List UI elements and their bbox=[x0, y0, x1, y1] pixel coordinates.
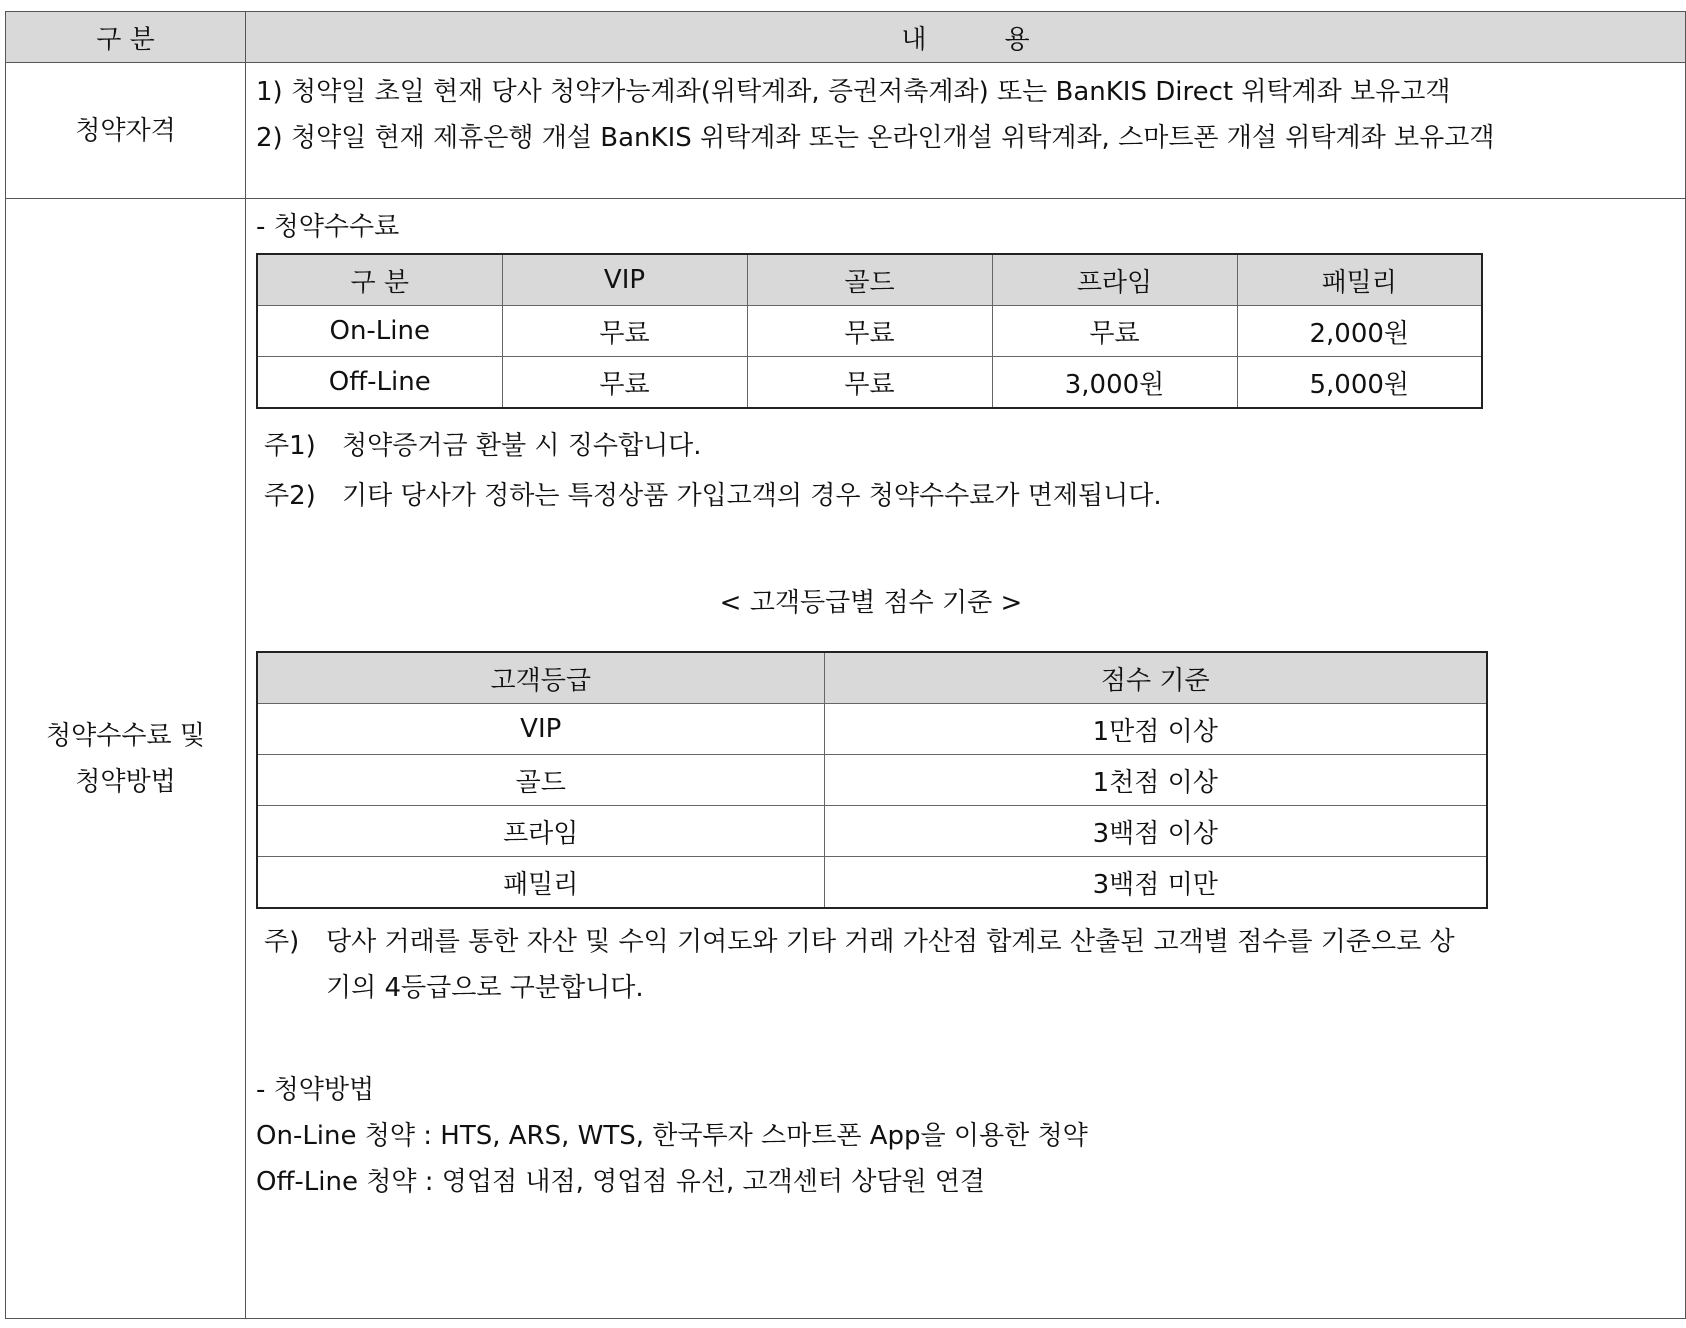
fee-table-header-row bbox=[257, 254, 1482, 306]
grade-note-line-1: 당사 거래를 통한 자산 및 수익 기여도와 기타 거래 가산점 합계로 산출된 고객별 점수를 기준으로 상 bbox=[326, 927, 1455, 957]
grade-table-row bbox=[257, 857, 1487, 909]
score-cell: 1만점 이상 bbox=[824, 704, 1487, 755]
fee-method-label bbox=[6, 199, 246, 1319]
header-row bbox=[6, 12, 1686, 63]
fee-cell: 2,000원 bbox=[1237, 306, 1482, 357]
method-line-online: On-Line 청약 : HTS, ARS, WTS, 한국투자 스마트폰 App을 이용한 청약 bbox=[256, 1121, 1088, 1151]
fee-cell: 무료 bbox=[502, 357, 747, 409]
header-content: 내 용 bbox=[246, 12, 1686, 63]
fee-cell: 무료 bbox=[992, 306, 1237, 357]
fee-header-prime: 프라임 bbox=[992, 254, 1237, 306]
fee-header-family: 패밀리 bbox=[1237, 254, 1482, 306]
qualification-line-1: 1) 청약일 초일 현재 당사 청약가능계좌(위탁계좌, 증권저축계좌) 또는 BanKIS Direct 위탁계좌 보유고객 bbox=[256, 77, 1451, 107]
method-heading: - 청약방법 bbox=[256, 1075, 375, 1105]
grade-cell: 프라임 bbox=[257, 806, 824, 857]
fee-note-mark: 주1) bbox=[264, 431, 316, 461]
fee-cell: 3,000원 bbox=[992, 357, 1237, 409]
fee-note-2 bbox=[256, 471, 1685, 521]
fee-table-row bbox=[257, 357, 1482, 409]
fee-note-text: 기타 당사가 정하는 특정상품 가입고객의 경우 청약수수료가 면제됩니다. bbox=[342, 481, 1162, 511]
score-cell: 3백점 이상 bbox=[824, 806, 1487, 857]
fee-notes bbox=[256, 421, 1685, 521]
score-cell: 1천점 이상 bbox=[824, 755, 1487, 806]
grade-note-mark: 주) bbox=[264, 927, 300, 957]
fee-header-gold: 골드 bbox=[747, 254, 992, 306]
grade-header-grade: 고객등급 bbox=[257, 652, 824, 704]
qualification-label: 청약자격 bbox=[6, 63, 246, 199]
qualification-line-2: 2) 청약일 현재 제휴은행 개설 BanKIS 위탁계좌 또는 온라인개설 위탁계좌, 스마트폰 개설 위탁계좌 보유고객 bbox=[256, 123, 1495, 153]
subscription-info-table bbox=[5, 11, 1686, 1319]
fee-note-text: 청약증거금 환불 시 징수합니다. bbox=[342, 431, 702, 461]
fee-header-vip: VIP bbox=[502, 254, 747, 306]
qualification-row bbox=[6, 63, 1686, 199]
fee-cell: 5,000원 bbox=[1237, 357, 1482, 409]
fee-header-category: 구 분 bbox=[257, 254, 502, 306]
header-category: 구 분 bbox=[6, 12, 246, 63]
method-section bbox=[256, 1067, 1685, 1205]
fee-table-row bbox=[257, 306, 1482, 357]
grade-table-row bbox=[257, 755, 1487, 806]
fee-cell: 무료 bbox=[502, 306, 747, 357]
grade-cell: 패밀리 bbox=[257, 857, 824, 909]
grade-table bbox=[256, 651, 1488, 909]
score-cell: 3백점 미만 bbox=[824, 857, 1487, 909]
fee-method-row bbox=[6, 199, 1686, 1319]
grade-table-row bbox=[257, 806, 1487, 857]
fee-note-mark: 주2) bbox=[264, 481, 316, 511]
grade-note-line-2: 기의 4등급으로 구분합니다. bbox=[326, 973, 644, 1003]
grade-table-row bbox=[257, 704, 1487, 755]
fee-cell: Off-Line bbox=[257, 357, 502, 409]
grade-table-header-row bbox=[257, 652, 1487, 704]
grade-note bbox=[256, 919, 1685, 1011]
fee-heading: - 청약수수료 bbox=[256, 212, 400, 242]
fee-note-1 bbox=[256, 421, 1685, 471]
fee-table bbox=[256, 253, 1483, 409]
fee-method-content bbox=[246, 199, 1686, 1319]
fee-cell: 무료 bbox=[747, 357, 992, 409]
grade-cell: 골드 bbox=[257, 755, 824, 806]
fee-method-label-line-2: 청약방법 bbox=[75, 766, 176, 797]
qualification-content bbox=[246, 63, 1686, 199]
grade-cell: VIP bbox=[257, 704, 824, 755]
grade-table-title: < 고객등급별 점수 기준 > bbox=[719, 588, 1023, 618]
fee-method-label-line-1: 청약수수료 및 bbox=[46, 720, 205, 751]
grade-header-score: 점수 기준 bbox=[824, 652, 1487, 704]
fee-cell: 무료 bbox=[747, 306, 992, 357]
method-line-offline: Off-Line 청약 : 영업점 내점, 영업점 유선, 고객센터 상담원 연결 bbox=[256, 1167, 986, 1197]
grade-note-text bbox=[326, 919, 1476, 1011]
fee-cell: On-Line bbox=[257, 306, 502, 357]
